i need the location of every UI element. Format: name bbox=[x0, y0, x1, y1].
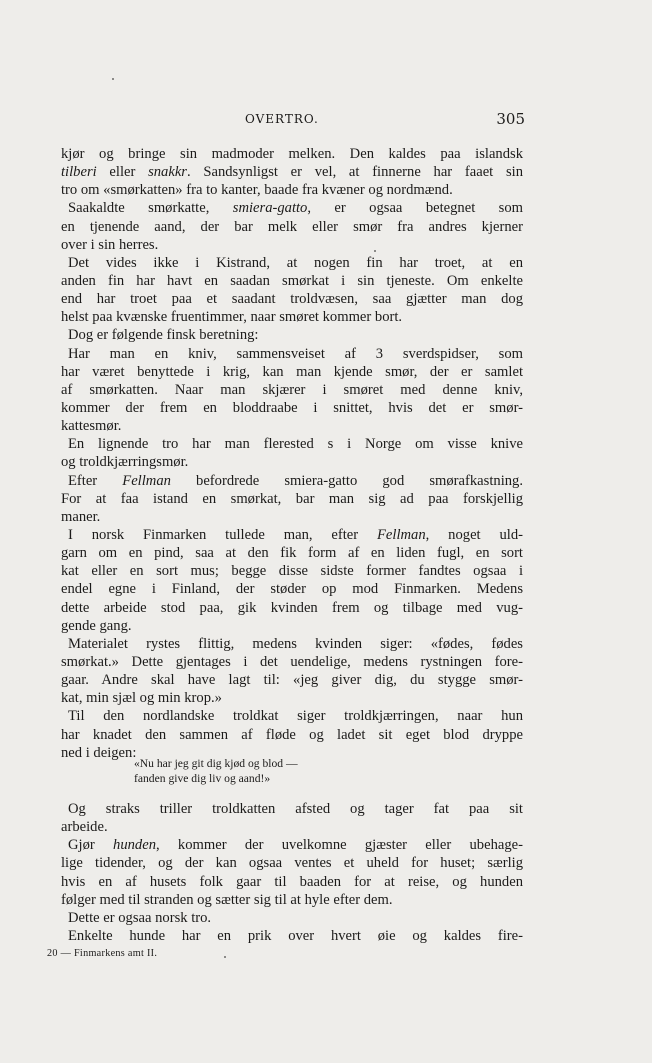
text-line: tilberi eller snakkr. Sandsynligst er vel, at finnerne har faaet sin bbox=[61, 164, 523, 181]
text-line: Saakaldte smørkatte, smiera-gatto, er ogsaa betegnet som bbox=[68, 200, 523, 217]
text-line: følger med til stranden og sætter sig til at hyle efter dem. bbox=[61, 891, 393, 908]
text-line: kat eller en sort mus; begge disse sidste former fandtes ogsaa i bbox=[61, 563, 523, 580]
text-line: For at faa istand en smørkat, bar man sig ad paa forskjellig bbox=[61, 490, 523, 507]
page-header bbox=[245, 110, 525, 130]
main-text-block bbox=[61, 145, 523, 762]
text-line: Enkelte hunde har en prik over hvert øie og kaldes fire- bbox=[68, 927, 523, 944]
text-line: Til den nordlandske troldkat siger troldkjærringen, naar hun bbox=[68, 708, 523, 725]
text-line: lige tidender, og der kan ogsaa ventes et uheld for huset; særlig bbox=[61, 855, 523, 872]
text-line: En lignende tro har man flerested s i Norge om visse knive bbox=[68, 436, 523, 453]
text-line: og troldkjærringsmør. bbox=[61, 454, 189, 471]
text-line: Har man en kniv, sammensveiset af 3 sverdspidser, som bbox=[68, 345, 523, 362]
text-line: Efter Fellman befordrede smiera-gatto god smørafkastning. bbox=[68, 472, 523, 489]
paper-speck bbox=[224, 956, 226, 958]
text-line: Og straks triller troldkatten afsted og tager fat paa sit bbox=[68, 801, 523, 817]
text-line: hvis en af husets folk gaar til baaden for at reise, og hunden bbox=[61, 873, 523, 890]
verse-line: «Nu har jeg git dig kjød og blod — bbox=[134, 757, 298, 770]
text-line: Materialet rystes flittig, medens kvinden siger: «fødes, fødes bbox=[68, 635, 523, 652]
text-line: gaar. Andre skal have lagt til: «jeg giver dig, du stygge smør- bbox=[61, 672, 523, 689]
page-number: 305 bbox=[496, 110, 525, 128]
text-line: kat, min sjæl og min krop.» bbox=[61, 690, 222, 707]
text-line: garn om en pind, saa at den fik form af en liden fugl, en sort bbox=[61, 545, 523, 562]
text-line: anden fin har havt en saadan smørkat i sin tjeneste. Om enkelte bbox=[61, 272, 523, 289]
text-line: kommer der frem en bloddraabe i snittet, hvis det er smør- bbox=[61, 399, 523, 416]
text-line: arbeide. bbox=[61, 819, 108, 836]
text-line: kjør og bringe sin madmoder melken. Den kaldes paa islandsk bbox=[61, 146, 523, 162]
text-line: maner. bbox=[61, 508, 101, 525]
text-line: af smørkatten. Naar man skjærer i smøret med denne kniv, bbox=[61, 381, 523, 398]
text-line: ned i deigen: bbox=[61, 744, 137, 761]
text-line: tro om «smørkatten» fra to kanter, baade fra kvæner og nordmænd. bbox=[61, 182, 453, 199]
text-line: Dog er følgende finsk beretning: bbox=[68, 327, 259, 344]
text-line: dette arbeide stod paa, gik kvinden frem og tilbage med vug- bbox=[61, 599, 523, 616]
text-line: helst paa kvænske fruentimmer, naar smøret kommer bort. bbox=[61, 309, 403, 326]
text-line: end har troet paa et saadant troldvæsen, saa gjætter man dog bbox=[61, 291, 523, 308]
printer-signature: 20 — Finmarkens amt II. bbox=[47, 948, 158, 959]
text-line: over i sin herres. bbox=[61, 236, 159, 253]
text-line: gende gang. bbox=[61, 617, 132, 634]
text-line: har været benyttede i krig, kan man kjende smør, der er samlet bbox=[61, 363, 523, 380]
paper-speck bbox=[112, 78, 114, 80]
text-line: smørkat.» Dette gjentages i det uendelige, medens rystningen fore- bbox=[61, 653, 523, 670]
text-line: har knadet den sammen af fløde og ladet sit eget blod dryppe bbox=[61, 726, 523, 743]
text-line: Det vides ikke i Kistrand, at nogen fin har troet, at en bbox=[68, 254, 523, 271]
verse-line: fanden give dig liv og aand!» bbox=[134, 771, 271, 785]
text-line: kattesmør. bbox=[61, 418, 122, 435]
text-line: Gjør hunden, kommer der uvelkomne gjæster eller ubehage- bbox=[68, 837, 523, 854]
main-text-block-continued bbox=[61, 800, 523, 945]
verse-quote bbox=[134, 757, 374, 786]
text-line: en tjenende aand, der bar melk eller smør fra andres kjerner bbox=[61, 218, 523, 235]
running-title: OVERTRO. bbox=[245, 112, 319, 126]
paper-speck bbox=[374, 250, 376, 252]
text-line: I norsk Finmarken tullede man, efter Fellman, noget uld- bbox=[68, 526, 523, 543]
text-line: Dette er ogsaa norsk tro. bbox=[68, 909, 212, 926]
text-line: endel egne i Finland, der støder op mod Finmarken. Medens bbox=[61, 581, 523, 598]
